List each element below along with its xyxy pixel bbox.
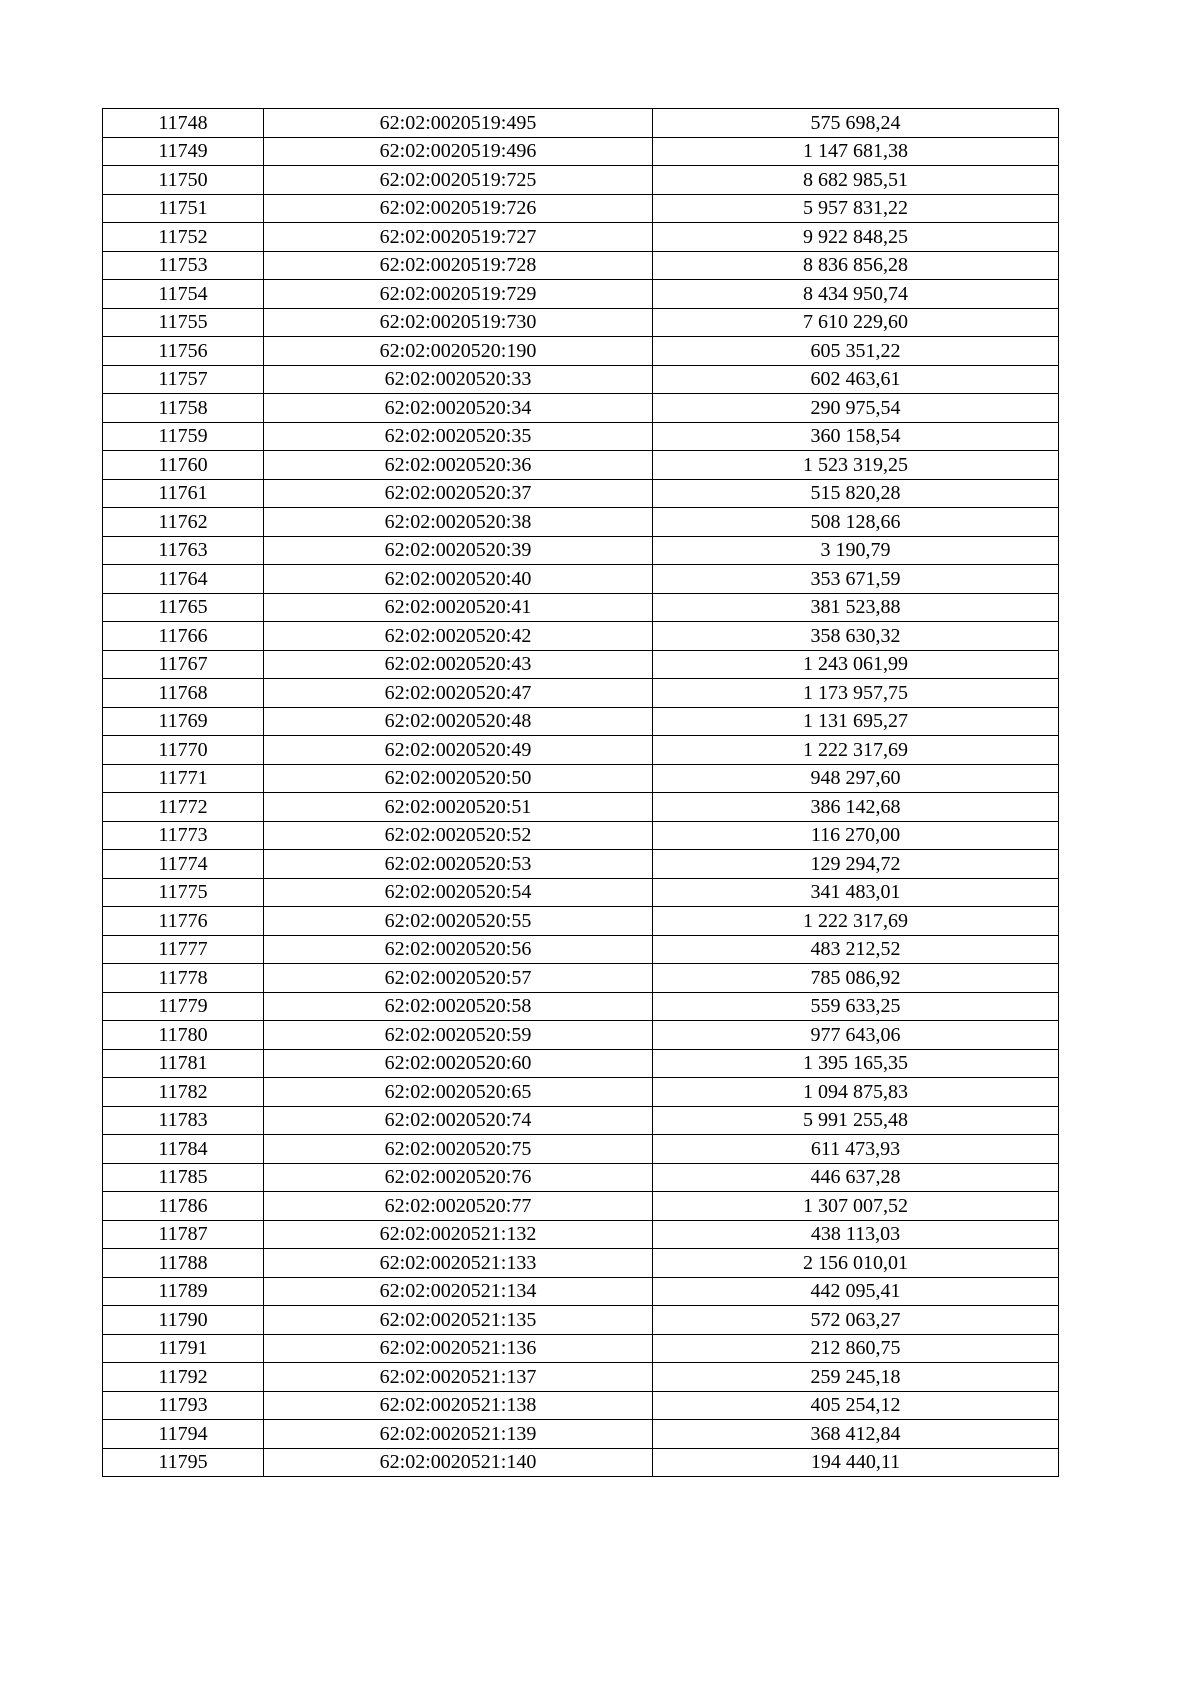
cadastral-number-cell: 62:02:0020520:59 bbox=[264, 1021, 653, 1050]
table-row bbox=[103, 251, 1059, 280]
row-number-cell: 11768 bbox=[103, 679, 264, 708]
cadastral-value-cell: 1 147 681,38 bbox=[653, 137, 1059, 166]
cadastral-number-cell: 62:02:0020520:77 bbox=[264, 1192, 653, 1221]
row-number-cell: 11787 bbox=[103, 1220, 264, 1249]
table-row bbox=[103, 878, 1059, 907]
cadastral-value-cell: 368 412,84 bbox=[653, 1420, 1059, 1449]
table-row bbox=[103, 422, 1059, 451]
cadastral-value-cell: 212 860,75 bbox=[653, 1334, 1059, 1363]
table-row bbox=[103, 166, 1059, 195]
row-number-cell: 11785 bbox=[103, 1163, 264, 1192]
cadastral-number-cell: 62:02:0020520:39 bbox=[264, 536, 653, 565]
cadastral-value-cell: 1 307 007,52 bbox=[653, 1192, 1059, 1221]
cadastral-number-cell: 62:02:0020521:132 bbox=[264, 1220, 653, 1249]
table-row bbox=[103, 223, 1059, 252]
table-row bbox=[103, 1106, 1059, 1135]
row-number-cell: 11771 bbox=[103, 764, 264, 793]
table-row bbox=[103, 679, 1059, 708]
cadastral-value-cell: 360 158,54 bbox=[653, 422, 1059, 451]
cadastral-number-cell: 62:02:0020520:34 bbox=[264, 394, 653, 423]
cadastral-value-cell: 290 975,54 bbox=[653, 394, 1059, 423]
row-number-cell: 11776 bbox=[103, 907, 264, 936]
cadastral-number-cell: 62:02:0020521:138 bbox=[264, 1391, 653, 1420]
cadastral-number-cell: 62:02:0020520:55 bbox=[264, 907, 653, 936]
cadastral-number-cell: 62:02:0020520:37 bbox=[264, 479, 653, 508]
table-row bbox=[103, 1334, 1059, 1363]
cadastral-number-cell: 62:02:0020520:75 bbox=[264, 1135, 653, 1164]
table-row bbox=[103, 479, 1059, 508]
cadastral-value-cell: 341 483,01 bbox=[653, 878, 1059, 907]
row-number-cell: 11749 bbox=[103, 137, 264, 166]
cadastral-number-cell: 62:02:0020520:50 bbox=[264, 764, 653, 793]
cadastral-value-cell: 129 294,72 bbox=[653, 850, 1059, 879]
cadastral-value-cell: 508 128,66 bbox=[653, 508, 1059, 537]
row-number-cell: 11791 bbox=[103, 1334, 264, 1363]
row-number-cell: 11795 bbox=[103, 1448, 264, 1477]
table-row bbox=[103, 1391, 1059, 1420]
row-number-cell: 11769 bbox=[103, 707, 264, 736]
cadastral-number-cell: 62:02:0020520:47 bbox=[264, 679, 653, 708]
cadastral-number-cell: 62:02:0020520:49 bbox=[264, 736, 653, 765]
cadastral-number-cell: 62:02:0020520:74 bbox=[264, 1106, 653, 1135]
cadastral-value-cell: 5 957 831,22 bbox=[653, 194, 1059, 223]
row-number-cell: 11767 bbox=[103, 650, 264, 679]
table-row bbox=[103, 992, 1059, 1021]
cadastral-value-cell: 9 922 848,25 bbox=[653, 223, 1059, 252]
table-row bbox=[103, 109, 1059, 138]
table-row bbox=[103, 964, 1059, 993]
table-row bbox=[103, 907, 1059, 936]
row-number-cell: 11790 bbox=[103, 1306, 264, 1335]
cadastral-value-cell: 116 270,00 bbox=[653, 821, 1059, 850]
row-number-cell: 11778 bbox=[103, 964, 264, 993]
row-number-cell: 11754 bbox=[103, 280, 264, 309]
table-body bbox=[103, 109, 1059, 1477]
row-number-cell: 11792 bbox=[103, 1363, 264, 1392]
table-row bbox=[103, 736, 1059, 765]
table-row bbox=[103, 1078, 1059, 1107]
cadastral-value-cell: 1 243 061,99 bbox=[653, 650, 1059, 679]
row-number-cell: 11756 bbox=[103, 337, 264, 366]
table-row bbox=[103, 1277, 1059, 1306]
cadastral-value-cell: 1 523 319,25 bbox=[653, 451, 1059, 480]
table-row bbox=[103, 451, 1059, 480]
cadastral-value-cell: 1 222 317,69 bbox=[653, 907, 1059, 936]
table-row bbox=[103, 137, 1059, 166]
row-number-cell: 11751 bbox=[103, 194, 264, 223]
row-number-cell: 11762 bbox=[103, 508, 264, 537]
cadastral-value-cell: 559 633,25 bbox=[653, 992, 1059, 1021]
table-row bbox=[103, 1135, 1059, 1164]
cadastral-value-cell: 5 991 255,48 bbox=[653, 1106, 1059, 1135]
cadastral-value-cell: 575 698,24 bbox=[653, 109, 1059, 138]
table-row bbox=[103, 764, 1059, 793]
table-row bbox=[103, 1021, 1059, 1050]
table-row bbox=[103, 821, 1059, 850]
cadastral-value-cell: 3 190,79 bbox=[653, 536, 1059, 565]
cadastral-number-cell: 62:02:0020520:54 bbox=[264, 878, 653, 907]
cadastral-value-cell: 1 222 317,69 bbox=[653, 736, 1059, 765]
row-number-cell: 11758 bbox=[103, 394, 264, 423]
cadastral-number-cell: 62:02:0020519:725 bbox=[264, 166, 653, 195]
cadastral-number-cell: 62:02:0020520:38 bbox=[264, 508, 653, 537]
cadastral-value-cell: 611 473,93 bbox=[653, 1135, 1059, 1164]
cadastral-number-cell: 62:02:0020520:43 bbox=[264, 650, 653, 679]
table-row bbox=[103, 1220, 1059, 1249]
cadastral-value-cell: 515 820,28 bbox=[653, 479, 1059, 508]
table-row bbox=[103, 308, 1059, 337]
cadastral-number-cell: 62:02:0020520:76 bbox=[264, 1163, 653, 1192]
cadastral-number-cell: 62:02:0020519:728 bbox=[264, 251, 653, 280]
cadastral-value-cell: 353 671,59 bbox=[653, 565, 1059, 594]
cadastral-number-cell: 62:02:0020521:134 bbox=[264, 1277, 653, 1306]
cadastral-value-cell: 358 630,32 bbox=[653, 622, 1059, 651]
table-row bbox=[103, 650, 1059, 679]
table-row bbox=[103, 622, 1059, 651]
table-row bbox=[103, 508, 1059, 537]
row-number-cell: 11774 bbox=[103, 850, 264, 879]
cadastral-value-cell: 948 297,60 bbox=[653, 764, 1059, 793]
cadastral-value-cell: 1 094 875,83 bbox=[653, 1078, 1059, 1107]
row-number-cell: 11755 bbox=[103, 308, 264, 337]
row-number-cell: 11757 bbox=[103, 365, 264, 394]
cadastral-value-cell: 8 682 985,51 bbox=[653, 166, 1059, 195]
table-row bbox=[103, 1363, 1059, 1392]
row-number-cell: 11748 bbox=[103, 109, 264, 138]
cadastral-value-cell: 483 212,52 bbox=[653, 935, 1059, 964]
table-row bbox=[103, 1420, 1059, 1449]
cadastral-number-cell: 62:02:0020520:48 bbox=[264, 707, 653, 736]
cadastral-value-cell: 1 395 165,35 bbox=[653, 1049, 1059, 1078]
row-number-cell: 11752 bbox=[103, 223, 264, 252]
cadastral-value-cell: 194 440,11 bbox=[653, 1448, 1059, 1477]
cadastral-value-cell: 977 643,06 bbox=[653, 1021, 1059, 1050]
cadastral-number-cell: 62:02:0020519:496 bbox=[264, 137, 653, 166]
row-number-cell: 11794 bbox=[103, 1420, 264, 1449]
row-number-cell: 11772 bbox=[103, 793, 264, 822]
cadastral-number-cell: 62:02:0020519:730 bbox=[264, 308, 653, 337]
table-row bbox=[103, 1192, 1059, 1221]
row-number-cell: 11779 bbox=[103, 992, 264, 1021]
row-number-cell: 11781 bbox=[103, 1049, 264, 1078]
row-number-cell: 11760 bbox=[103, 451, 264, 480]
table-row bbox=[103, 1448, 1059, 1477]
row-number-cell: 11782 bbox=[103, 1078, 264, 1107]
table-row bbox=[103, 1049, 1059, 1078]
row-number-cell: 11789 bbox=[103, 1277, 264, 1306]
cadastral-number-cell: 62:02:0020521:137 bbox=[264, 1363, 653, 1392]
cadastral-value-cell: 442 095,41 bbox=[653, 1277, 1059, 1306]
row-number-cell: 11783 bbox=[103, 1106, 264, 1135]
table-row bbox=[103, 565, 1059, 594]
cadastral-number-cell: 62:02:0020520:40 bbox=[264, 565, 653, 594]
cadastral-number-cell: 62:02:0020520:65 bbox=[264, 1078, 653, 1107]
table-row bbox=[103, 850, 1059, 879]
cadastral-number-cell: 62:02:0020521:140 bbox=[264, 1448, 653, 1477]
table-row bbox=[103, 793, 1059, 822]
cadastral-number-cell: 62:02:0020520:190 bbox=[264, 337, 653, 366]
cadastral-number-cell: 62:02:0020520:41 bbox=[264, 593, 653, 622]
cadastral-number-cell: 62:02:0020520:57 bbox=[264, 964, 653, 993]
row-number-cell: 11766 bbox=[103, 622, 264, 651]
cadastral-value-cell: 446 637,28 bbox=[653, 1163, 1059, 1192]
cadastral-value-cell: 2 156 010,01 bbox=[653, 1249, 1059, 1278]
cadastral-number-cell: 62:02:0020520:60 bbox=[264, 1049, 653, 1078]
cadastral-value-cell: 1 173 957,75 bbox=[653, 679, 1059, 708]
row-number-cell: 11759 bbox=[103, 422, 264, 451]
cadastral-number-cell: 62:02:0020520:42 bbox=[264, 622, 653, 651]
cadastral-number-cell: 62:02:0020520:58 bbox=[264, 992, 653, 1021]
cadastral-number-cell: 62:02:0020520:52 bbox=[264, 821, 653, 850]
row-number-cell: 11784 bbox=[103, 1135, 264, 1164]
row-number-cell: 11763 bbox=[103, 536, 264, 565]
cadastral-number-cell: 62:02:0020519:727 bbox=[264, 223, 653, 252]
table-row bbox=[103, 365, 1059, 394]
row-number-cell: 11770 bbox=[103, 736, 264, 765]
row-number-cell: 11753 bbox=[103, 251, 264, 280]
cadastral-value-cell: 381 523,88 bbox=[653, 593, 1059, 622]
cadastral-number-cell: 62:02:0020519:729 bbox=[264, 280, 653, 309]
cadastral-number-cell: 62:02:0020519:495 bbox=[264, 109, 653, 138]
row-number-cell: 11780 bbox=[103, 1021, 264, 1050]
table-row bbox=[103, 1306, 1059, 1335]
table-row bbox=[103, 394, 1059, 423]
row-number-cell: 11750 bbox=[103, 166, 264, 195]
table-row bbox=[103, 536, 1059, 565]
cadastral-value-cell: 7 610 229,60 bbox=[653, 308, 1059, 337]
row-number-cell: 11764 bbox=[103, 565, 264, 594]
cadastral-number-cell: 62:02:0020520:53 bbox=[264, 850, 653, 879]
row-number-cell: 11765 bbox=[103, 593, 264, 622]
table-row bbox=[103, 337, 1059, 366]
table-row bbox=[103, 194, 1059, 223]
cadastral-number-cell: 62:02:0020521:133 bbox=[264, 1249, 653, 1278]
cadastral-value-cell: 438 113,03 bbox=[653, 1220, 1059, 1249]
cadastral-number-cell: 62:02:0020520:35 bbox=[264, 422, 653, 451]
cadastral-value-cell: 572 063,27 bbox=[653, 1306, 1059, 1335]
cadastral-value-cell: 1 131 695,27 bbox=[653, 707, 1059, 736]
cadastral-value-cell: 8 836 856,28 bbox=[653, 251, 1059, 280]
cadastral-number-cell: 62:02:0020520:36 bbox=[264, 451, 653, 480]
table-row bbox=[103, 1163, 1059, 1192]
cadastral-number-cell: 62:02:0020520:51 bbox=[264, 793, 653, 822]
row-number-cell: 11773 bbox=[103, 821, 264, 850]
row-number-cell: 11761 bbox=[103, 479, 264, 508]
cadastral-value-cell: 259 245,18 bbox=[653, 1363, 1059, 1392]
cadastral-value-cell: 8 434 950,74 bbox=[653, 280, 1059, 309]
cadastral-number-cell: 62:02:0020521:135 bbox=[264, 1306, 653, 1335]
row-number-cell: 11786 bbox=[103, 1192, 264, 1221]
row-number-cell: 11777 bbox=[103, 935, 264, 964]
table-row bbox=[103, 280, 1059, 309]
table-row bbox=[103, 707, 1059, 736]
cadastral-value-cell: 386 142,68 bbox=[653, 793, 1059, 822]
cadastral-number-cell: 62:02:0020520:56 bbox=[264, 935, 653, 964]
cadastral-number-cell: 62:02:0020520:33 bbox=[264, 365, 653, 394]
cadastral-number-cell: 62:02:0020519:726 bbox=[264, 194, 653, 223]
cadastral-value-cell: 785 086,92 bbox=[653, 964, 1059, 993]
cadastral-number-cell: 62:02:0020521:139 bbox=[264, 1420, 653, 1449]
cadastral-value-cell: 405 254,12 bbox=[653, 1391, 1059, 1420]
table-row bbox=[103, 593, 1059, 622]
row-number-cell: 11775 bbox=[103, 878, 264, 907]
table-row bbox=[103, 1249, 1059, 1278]
table-row bbox=[103, 935, 1059, 964]
cadastral-value-cell: 602 463,61 bbox=[653, 365, 1059, 394]
cadastral-value-cell: 605 351,22 bbox=[653, 337, 1059, 366]
row-number-cell: 11788 bbox=[103, 1249, 264, 1278]
cadastral-value-table bbox=[102, 108, 1059, 1477]
cadastral-number-cell: 62:02:0020521:136 bbox=[264, 1334, 653, 1363]
row-number-cell: 11793 bbox=[103, 1391, 264, 1420]
